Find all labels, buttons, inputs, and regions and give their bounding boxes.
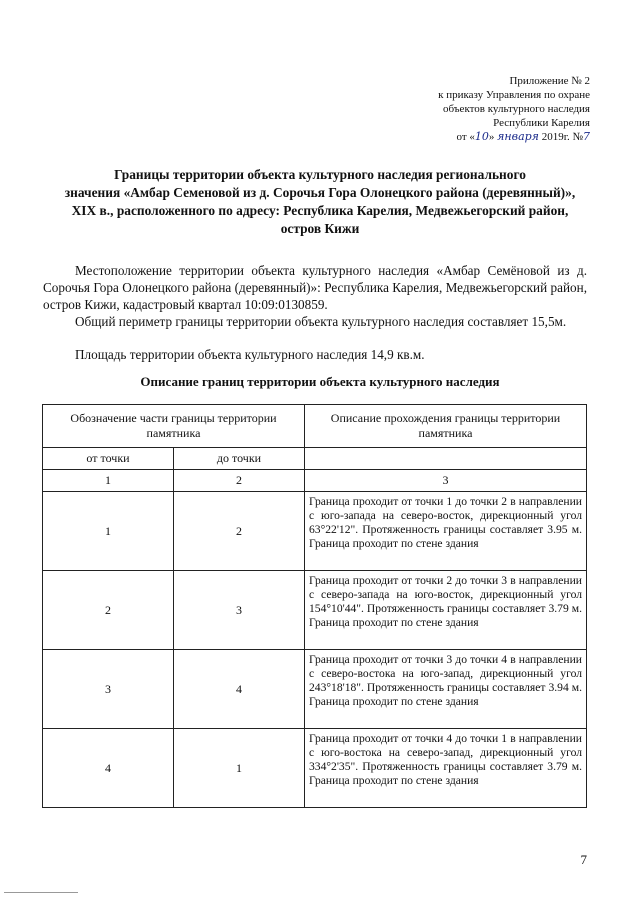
to-point: 1 xyxy=(174,729,305,808)
header-from-point: от точки xyxy=(43,448,174,470)
date-mid: » xyxy=(488,131,495,143)
title-line: остров Кижи xyxy=(280,221,360,236)
table-title: Описание границ территории объекта культурного наследия xyxy=(140,374,500,389)
from-point: 3 xyxy=(43,650,174,729)
document-title xyxy=(40,166,600,238)
area-paragraph xyxy=(43,346,587,363)
date-prefix: от « xyxy=(456,131,475,143)
appendix-block xyxy=(370,74,590,144)
area-text: Площадь территории объекта культурного наследия 14,9 кв.м. xyxy=(75,347,425,362)
appendix-line: Приложение № 2 xyxy=(509,75,590,87)
order-number-handwritten: 7 xyxy=(583,130,590,143)
table-row xyxy=(43,729,587,808)
title-line: XIX в., расположенного по адресу: Республика Карелия, Медвежьегорский район, xyxy=(71,203,569,218)
date-year: 2019г. № xyxy=(541,131,583,143)
title-line: значения «Амбар Семеновой из д. Сорочья Гора Олонецкого района (деревянный)», xyxy=(64,185,576,200)
header-description: Описание прохождения границы территории памятника xyxy=(305,405,587,448)
table-row xyxy=(43,650,587,729)
order-date-line xyxy=(370,130,590,144)
date-day-handwritten: 10 xyxy=(474,130,489,143)
boundary-description: Граница проходит от точки 1 до точки 2 в направлении с юго-запада на северо-восток, дирекционный угол 63°22'12". Протяженность границы составляет 3.95 м. Граница проходит по стене здания xyxy=(305,492,587,571)
title-line: Границы территории объекта культурного наследия регионального xyxy=(114,167,526,182)
table-row xyxy=(43,571,587,650)
to-point: 2 xyxy=(174,492,305,571)
header-to-point: до точки xyxy=(174,448,305,470)
boundary-description: Граница проходит от точки 3 до точки 4 в направлении с северо-востока на юго-запад, дирекционный угол 243°18'18". Протяженность границы составляет 3.94 м. Граница проходит по стене здания xyxy=(305,650,587,729)
table-header-row xyxy=(43,405,587,448)
from-point: 4 xyxy=(43,729,174,808)
date-month-handwritten: января xyxy=(497,130,539,143)
boundary-description: Граница проходит от точки 2 до точки 3 в направлении с северо-запада на юго-восток, дирекционный угол 154°10'44". Протяженность границы составляет 3.79 м. Граница проходит по стене здания xyxy=(305,571,587,650)
location-text: Местоположение территории объекта культурного наследия «Амбар Семёновой из д. Сорочья Гора Олонецкого района (деревянный)»: Республика Карелия, Медвежьегорский район, остров Кижи, кадастровый квартал 10:09:0130859. xyxy=(43,263,587,312)
appendix-line: объектов культурного наследия xyxy=(443,103,590,115)
header-part: Обозначение части границы территории памятника xyxy=(43,405,305,448)
table-column-numbers-row xyxy=(43,470,587,492)
from-point: 2 xyxy=(43,571,174,650)
boundary-table xyxy=(42,404,587,808)
location-paragraph xyxy=(43,262,587,313)
perimeter-text: Общий периметр границы территории объекта культурного наследия составляет 15,5м. xyxy=(75,314,567,329)
page-number: 7 xyxy=(580,852,587,867)
footer-divider xyxy=(4,892,78,893)
to-point: 4 xyxy=(174,650,305,729)
appendix-line: Республики Карелия xyxy=(493,117,590,129)
column-number: 2 xyxy=(174,470,305,492)
perimeter-paragraph xyxy=(43,313,587,330)
from-point: 1 xyxy=(43,492,174,571)
header-empty xyxy=(305,448,587,470)
column-number: 1 xyxy=(43,470,174,492)
column-number: 3 xyxy=(305,470,587,492)
table-subheader-row xyxy=(43,448,587,470)
table-row xyxy=(43,492,587,571)
boundary-description: Граница проходит от точки 4 до точки 1 в направлении с юго-востока на северо-запад, дирекционный угол 334°2'35". Протяженность границы составляет 3.79 м. Граница проходит по стене здания xyxy=(305,729,587,808)
appendix-line: к приказу Управления по охране xyxy=(438,89,590,101)
to-point: 3 xyxy=(174,571,305,650)
